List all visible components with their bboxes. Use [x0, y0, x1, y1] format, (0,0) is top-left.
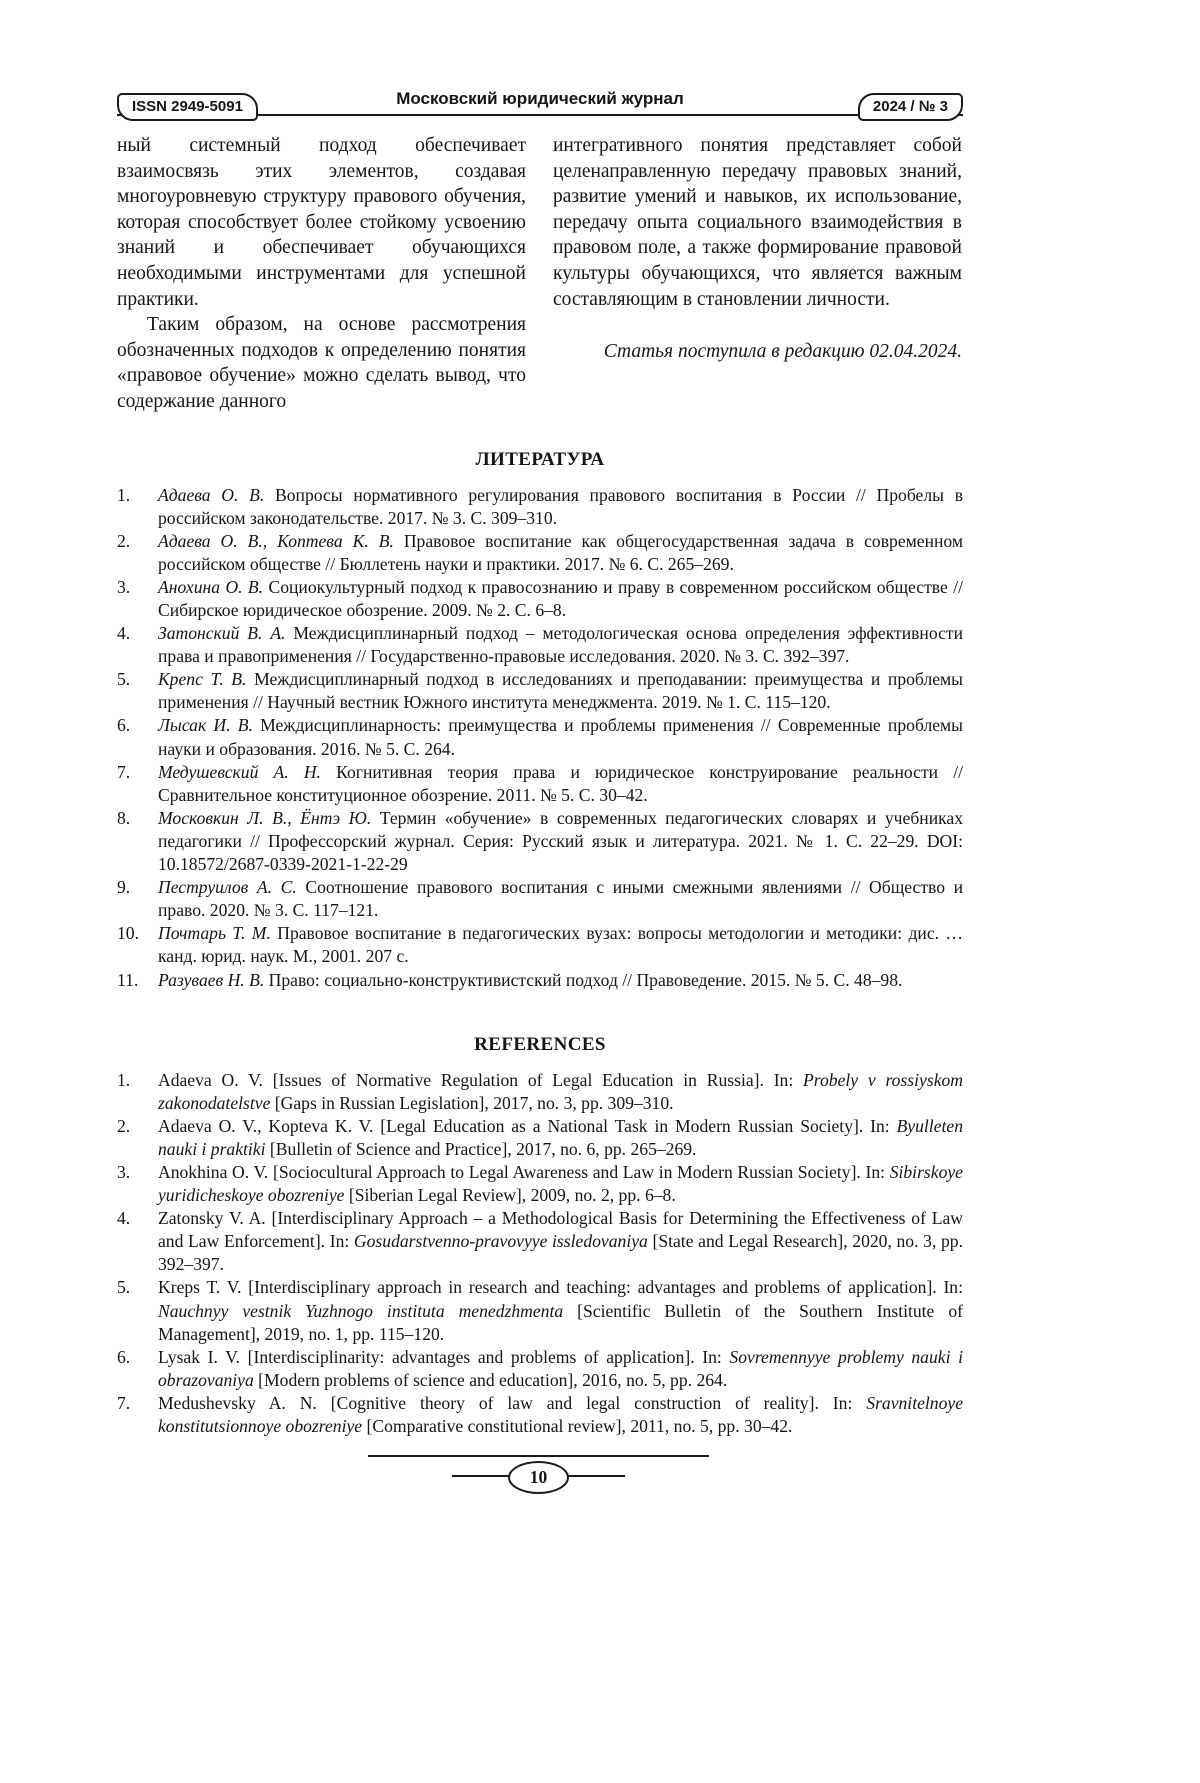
reference-item [117, 530, 963, 576]
reference-number: 1. [117, 1069, 131, 1090]
reference-number: 7. [117, 761, 131, 782]
reference-number: 4. [117, 1208, 131, 1229]
reference-item [117, 1069, 963, 1115]
reference-text-segment: Kreps T. V. [Interdisciplinary approach in research and teaching: advantages and problems of application]. In: [158, 1277, 963, 1298]
reference-text-segment: [Bulletin of Science and Practice], 2017, no. 6, pp. 265–269. [265, 1138, 697, 1159]
reference-source-title: Byulleten nauki i praktiki [158, 1115, 963, 1159]
reference-number: 5. [117, 1277, 131, 1298]
reference-text [158, 576, 963, 622]
reference-text-segment: Правовое воспитание в педагогических вузах: вопросы методологии и методики: дис. … канд. юрид. наук. М., 2001. 207 с. [158, 923, 964, 967]
reference-item [117, 576, 963, 622]
reference-number: 6. [117, 1346, 131, 1367]
reference-text-segment: Lysak I. V. [Interdisciplinarity: advantages and problems of application]. In: [158, 1346, 730, 1367]
reference-item [117, 1346, 963, 1392]
reference-number: 5. [117, 669, 131, 690]
references-list [117, 1069, 963, 1439]
reference-source-title: Крепс Т. В. [158, 669, 247, 690]
reference-text [158, 807, 963, 876]
reference-number: 3. [117, 576, 131, 597]
reference-number: 2. [117, 530, 131, 551]
reference-item [117, 1161, 963, 1207]
issn-badge [117, 93, 258, 121]
page-footer [0, 1450, 1200, 1506]
reference-text [158, 530, 963, 576]
reference-text-segment: Zatonsky V. A. [Interdisciplinary Approach – a Methodological Basis for Determining the Effectiveness of Law and Law Enforcement]. In: [158, 1208, 963, 1252]
reference-text-segment: [State and Legal Research], 2020, no. 3, pp. 392–397. [158, 1231, 963, 1275]
reference-source-title: Анохина О. В. [158, 576, 264, 597]
reference-text-segment: Medushevsky A. N. [Cognitive theory of law and legal construction of reality]. In: [158, 1392, 867, 1413]
reference-item [117, 761, 963, 807]
reference-text-segment: Междисциплинарный подход – методологическая основа определения эффективности права и правоприменения // Государственно-правовые исследования. 2020. № 3. С. 392–397. [158, 623, 963, 667]
reference-text-segment: Adaeva O. V. [Issues of Normative Regulation of Legal Education in Russia]. In: [158, 1069, 804, 1090]
reference-text-segment: Междисциплинарность: преимущества и проблемы применения // Современные проблемы науки и образования. 2016. № 5. С. 264. [158, 715, 963, 759]
reference-item [117, 1115, 963, 1161]
right-column [553, 133, 962, 415]
reference-text-segment: Право: социально-конструктивистский подход // Правоведение. 2015. № 5. С. 48–98. [264, 969, 903, 990]
reference-number: 4. [117, 623, 131, 644]
reference-item [117, 1392, 963, 1438]
page-number: 10 [529, 1467, 548, 1487]
page-number-badge [508, 1461, 569, 1494]
reference-source-title: Gosudarstvenno-pravovyye issledovaniya [353, 1231, 648, 1252]
body-paragraph: Таким образом, на основе рассмотрения обозначенных подходов к определению понятия «правовое обучение» можно сделать вывод, что содержание данного [117, 314, 526, 412]
reference-item [117, 922, 963, 968]
reference-source-title: Затонский В. А. [158, 623, 286, 644]
reference-number: 8. [117, 807, 131, 828]
reference-source-title: Медушевский А. Н. [158, 761, 321, 782]
reference-source-title: Probely v rossiyskom zakonodatelstve [158, 1069, 964, 1113]
reference-text [158, 1161, 963, 1207]
reference-number: 10. [117, 923, 139, 944]
reference-source-title: Адаева О. В. [158, 484, 265, 505]
reference-text-segment: Социокультурный подход к правосознанию и праву в современном российском обществе // Сибирское юридическое обозрение. 2009. № 2. С. 6–8. [158, 576, 963, 620]
right-column-paragraphs [553, 133, 962, 312]
body-paragraph: ный системный подход обеспечивает взаимосвязь этих элементов, создавая многоуровневую структуру правового обучения, которая способствует более стойкому усвоению знаний и обеспечивает обучающихся необходимыми инструментами для успешной практики. [117, 135, 526, 310]
reference-text [158, 922, 963, 968]
footer-rule-top [368, 1455, 709, 1457]
reference-text [158, 1276, 963, 1345]
literature-heading: ЛИТЕРАТУРА [475, 448, 605, 470]
reference-source-title: Sravnitelnoye konstitutsionnoye obozreniye [158, 1392, 963, 1436]
reference-text [158, 761, 963, 807]
reference-text-segment: Когнитивная теория права и юридическое конструирование реальности // Сравнительное конституционное обозрение. 2011. № 5. С. 30–42. [158, 761, 963, 805]
reference-item [117, 1207, 963, 1276]
reference-item [117, 484, 963, 530]
reference-number: 1. [117, 484, 131, 505]
reference-text [158, 1207, 963, 1276]
page-header [117, 86, 963, 116]
literature-list [117, 484, 963, 992]
reference-text [158, 1069, 963, 1115]
reference-text-segment: Anokhina O. V. [Sociocultural Approach to Legal Awareness and Law in Modern Russian Society]. In: [158, 1161, 890, 1182]
reference-text [158, 1346, 963, 1392]
reference-text-segment: [Siberian Legal Review], 2009, no. 2, pp. 6–8. [344, 1185, 676, 1206]
reference-item [117, 714, 963, 760]
reference-text-segment: [Gaps in Russian Legislation], 2017, no. 3, pp. 309–310. [270, 1092, 674, 1113]
reference-number: 2. [117, 1115, 131, 1136]
received-date-note: Статья поступила в редакцию 02.04.2024. [603, 341, 962, 363]
reference-text-segment: Соотношение правового воспитания с иными смежными явлениями // Общество и право. 2020. № 3. С. 117–121. [158, 877, 964, 921]
reference-source-title: Пеструилов А. С. [158, 877, 297, 898]
literature-section [117, 449, 963, 992]
reference-text-segment: [Modern problems of science and education], 2016, no. 5, pp. 264. [253, 1369, 728, 1390]
references-heading: REFERENCES [474, 1033, 606, 1055]
reference-text-segment: Вопросы нормативного регулирования правового воспитания в России // Пробелы в российском законодательстве. 2017. № 3. С. 309–310. [158, 484, 964, 528]
reference-number: 7. [117, 1392, 131, 1413]
reference-source-title: Московкин Л. В., Ёнтэ Ю. [158, 807, 372, 828]
reference-text-segment: Междисциплинарный подход в исследованиях и преподавании: преимущества и проблемы применения // Научный вестник Южного института менеджмента. 2019. № 1. С. 115–120. [158, 669, 963, 713]
reference-text [158, 1115, 963, 1161]
reference-source-title: Sibirskoye yuridicheskoye obozreniye [158, 1161, 963, 1206]
reference-text [158, 668, 963, 714]
references-section [117, 1034, 963, 1439]
issue-badge [858, 93, 963, 121]
reference-item [117, 668, 963, 714]
reference-text-segment: [Scientific Bulletin of the Southern Institute of Management], 2019, no. 1, pp. 115–120. [158, 1300, 963, 1344]
reference-text-segment: Правовое воспитание как общегосударственная задача в современном российском обществе // Бюллетень науки и практики. 2017. № 6. С. 265–269. [158, 530, 963, 574]
reference-number: 6. [117, 715, 131, 736]
reference-text [158, 1392, 963, 1438]
reference-text-segment: Термин «обучение» в современных педагогических словарях и учебниках педагогики // Профессорский журнал. Серия: Русский язык и литература. 2021. № 1. С. 22–29. DOI: 10.18572/2687-0339-2021-1-22-29 [158, 807, 963, 875]
reference-text-segment: [Comparative constitutional review], 2011, no. 5, pp. 30–42. [362, 1416, 793, 1436]
reference-text [158, 969, 963, 992]
reference-source-title: Почтарь Т. М. [158, 923, 271, 944]
reference-text [158, 714, 963, 760]
reference-source-title: Разуваев Н. В. [158, 969, 265, 990]
left-column [117, 133, 526, 415]
reference-number: 9. [117, 877, 131, 898]
reference-item [117, 876, 963, 922]
reference-number: 11. [117, 969, 139, 990]
issue-text: 2024 / № 3 [872, 97, 948, 115]
body-paragraph: интегративного понятия представляет собой целенаправленную передачу правовых знаний, развитие умений и навыков, их использование, передачу опыта социального взаимодействия в правовом поле, а также формирование правовой культуры обучающихся, что является важным составляющим в становлении личности. [553, 135, 962, 310]
reference-number: 3. [117, 1161, 131, 1182]
reference-text-segment: Adaeva O. V., Kopteva K. V. [Legal Education as a National Task in Modern Russian Society]. In: [158, 1115, 897, 1136]
reference-item [117, 807, 963, 876]
reference-source-title: Nauchnyy vestnik Yuzhnogo instituta menedzhmenta [158, 1300, 564, 1321]
article-content [117, 133, 963, 1438]
reference-item [117, 1276, 963, 1345]
body-columns [117, 133, 963, 415]
reference-text [158, 876, 963, 922]
journal-title: Московский юридический журнал [396, 89, 684, 108]
reference-source-title: Лысак И. В. [158, 715, 253, 736]
reference-text [158, 484, 963, 530]
reference-item [117, 622, 963, 668]
issn-text: ISSN 2949-5091 [132, 97, 243, 115]
reference-text [158, 622, 963, 668]
reference-source-title: Адаева О. В., Коптева К. В. [158, 530, 394, 551]
reference-source-title: Sovremennyye problemy nauki i obrazovaniya [158, 1346, 963, 1390]
reference-item [117, 969, 963, 992]
